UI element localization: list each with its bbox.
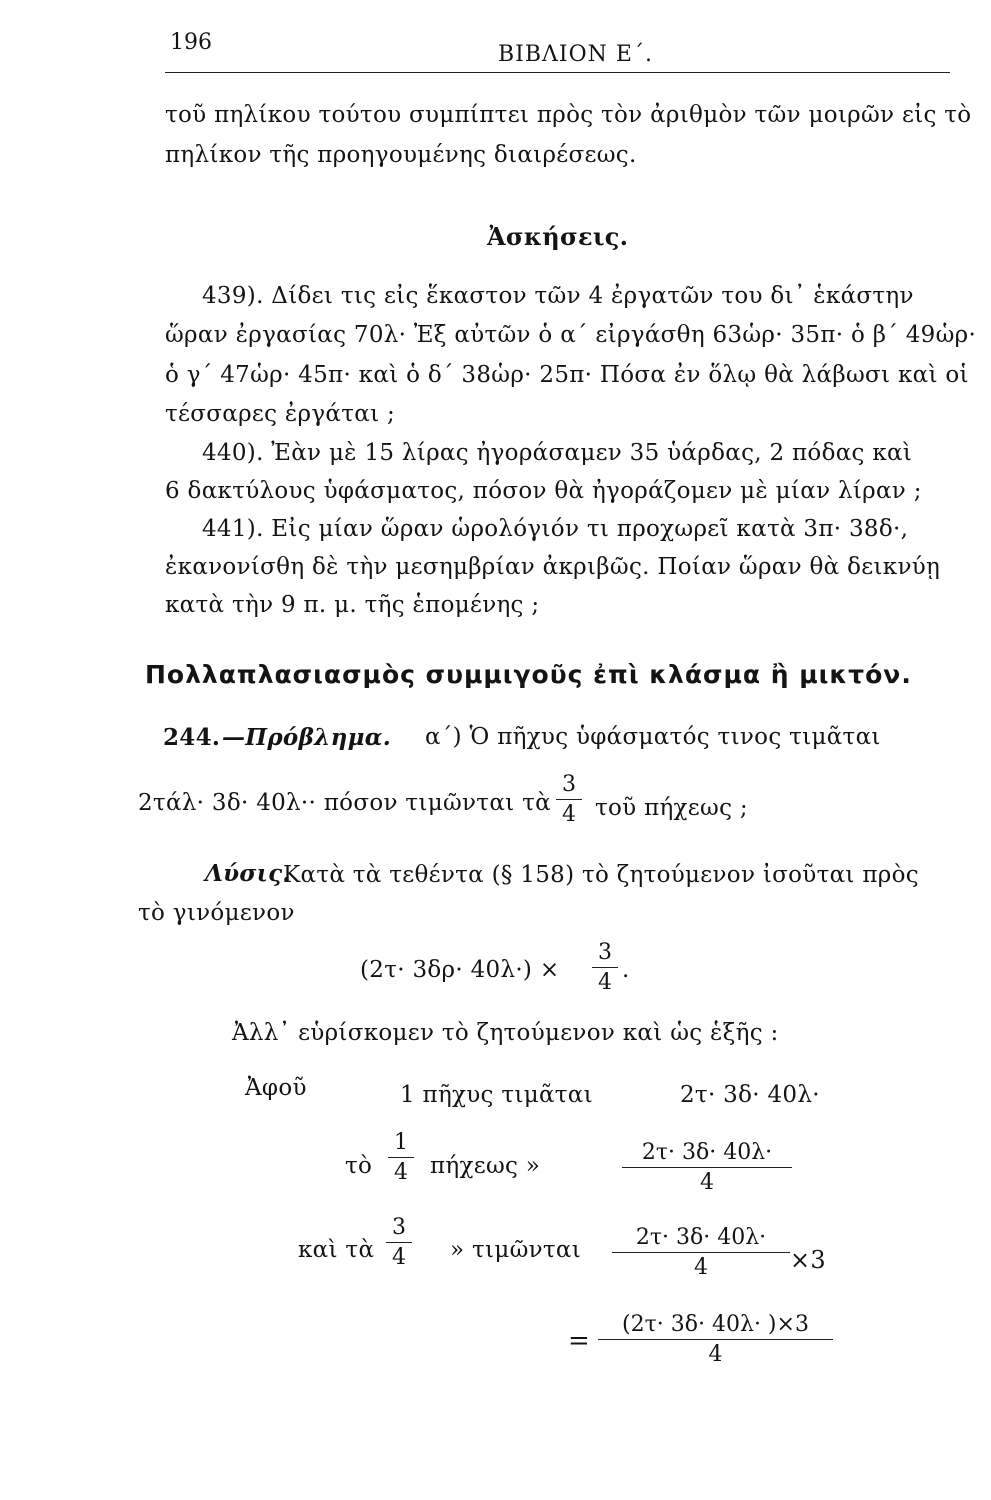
page-number: 196 — [170, 30, 212, 55]
equals-sign: = — [568, 1326, 591, 1356]
row2-label: τὸ — [345, 1153, 373, 1179]
exercise-441-line-3: κατὰ τὴν 9 π. μ. τῆς ἑπομένης ; — [165, 592, 540, 618]
problem-text: α΄) Ὁ πῆχυς ὑφάσματός τινος τιμᾶται — [425, 724, 881, 750]
alternative-line: Ἀλλ᾽ εὑρίσκομεν τὸ ζητούμενον καὶ ὡς ἑξῆς : — [232, 1020, 779, 1046]
row1-label: Ἀφοῦ — [245, 1075, 307, 1101]
header-rule — [165, 72, 950, 73]
lysis-line-2: τὸ γινόμενον — [138, 900, 295, 926]
exercise-440-line-1: 440). Ἐὰν μὲ 15 λίρας ἠγοράσαμεν 35 ὑάρδας, 2 πόδας καὶ — [202, 440, 913, 466]
times-three: ×3 — [790, 1246, 826, 1274]
period: . — [622, 957, 630, 983]
fraction-row3: 2τ· 3δ· 40λ· 4 — [612, 1225, 790, 1280]
row3-label: καὶ τὰ — [298, 1237, 375, 1263]
running-title: ΒΙΒΛΙΟΝ Ε΄. — [498, 42, 653, 67]
lysis-text: Κατὰ τὰ τεθέντα (§ 158) τὸ ζητούμενον ἰσοῦται πρὸς — [283, 862, 919, 888]
fraction-3-4-row3: 3 4 — [386, 1215, 412, 1270]
exercises-title: Ἀσκήσεις. — [487, 222, 629, 251]
exercise-441-line-2: ἐκανονίσθη δὲ τὴν μεσημβρίαν ἀκριβῶς. Ποίαν ὥραν θὰ δεικνύῃ — [165, 554, 941, 580]
exercise-439-line-1: 439). Δίδει τις εἰς ἕκαστον τῶν 4 ἐργατῶν του δι᾽ ἑκάστην — [202, 283, 914, 309]
text-line-2: πηλίκον τῆς προηγουμένης διαιρέσεως. — [165, 142, 637, 168]
exercise-439-line-2: ὥραν ἐργασίας 70λ· Ἐξ αὐτῶν ὁ α΄ εἰργάσθη 63ὡρ· 35π· ὁ β΄ 49ὡρ· — [165, 322, 977, 348]
problem-line-2-end: τοῦ πήχεως ; — [595, 795, 748, 821]
row2-text: πήχεως » — [430, 1153, 541, 1179]
exercise-441-line-1: 441). Εἰς μίαν ὥραν ὡρολόγιόν τι προχωρεῖ κατὰ 3π· 38δ·, — [202, 516, 909, 542]
fraction-3-4-product: 3 4 — [592, 940, 618, 995]
fraction-3-4: 3 4 — [556, 772, 582, 827]
lysis-label: Λύσις. — [205, 860, 291, 887]
exercise-439-line-3: ὁ γ΄ 47ὡρ· 45π· καὶ ὁ δ΄ 38ὡρ· 25π· Πόσα ἐν ὅλῳ θὰ λάβωσι καὶ οἱ — [165, 362, 969, 388]
exercise-440-line-2: 6 δακτύλους ὑφάσματος, πόσον θὰ ἠγοράζομεν μὲ μίαν λίραν ; — [165, 478, 922, 504]
fraction-row2: 2τ· 3δ· 40λ· 4 — [622, 1140, 792, 1195]
problem-line-2: 2τάλ· 3δ· 40λ·· πόσον τιμῶνται τὰ — [138, 790, 551, 816]
section-title: Πολλαπλασιασμὸς συμμιγοῦς ἐπὶ κλάσμα ἢ μικτόν. — [145, 660, 912, 689]
row1-value: 2τ· 3δ· 40λ· — [680, 1082, 820, 1108]
fraction-final: (2τ· 3δ· 40λ· )×3 4 — [598, 1312, 833, 1367]
problem-label: —Πρόβλημα. — [222, 724, 392, 751]
text-line-1: τοῦ πηλίκου τούτου συμπίπτει πρὸς τὸν ἀριθμὸν τῶν μοιρῶν εἰς τὸ — [165, 102, 972, 128]
product-expression: (2τ· 3δρ· 40λ·) × — [360, 957, 560, 983]
exercise-439-line-4: τέσσαρες ἐργάται ; — [165, 401, 396, 427]
fraction-1-4: 1 4 — [388, 1130, 414, 1185]
row3-text: » τιμῶνται — [450, 1237, 582, 1263]
problem-number: 244. — [163, 724, 221, 751]
row1-text: 1 πῆχυς τιμᾶται — [400, 1082, 593, 1108]
